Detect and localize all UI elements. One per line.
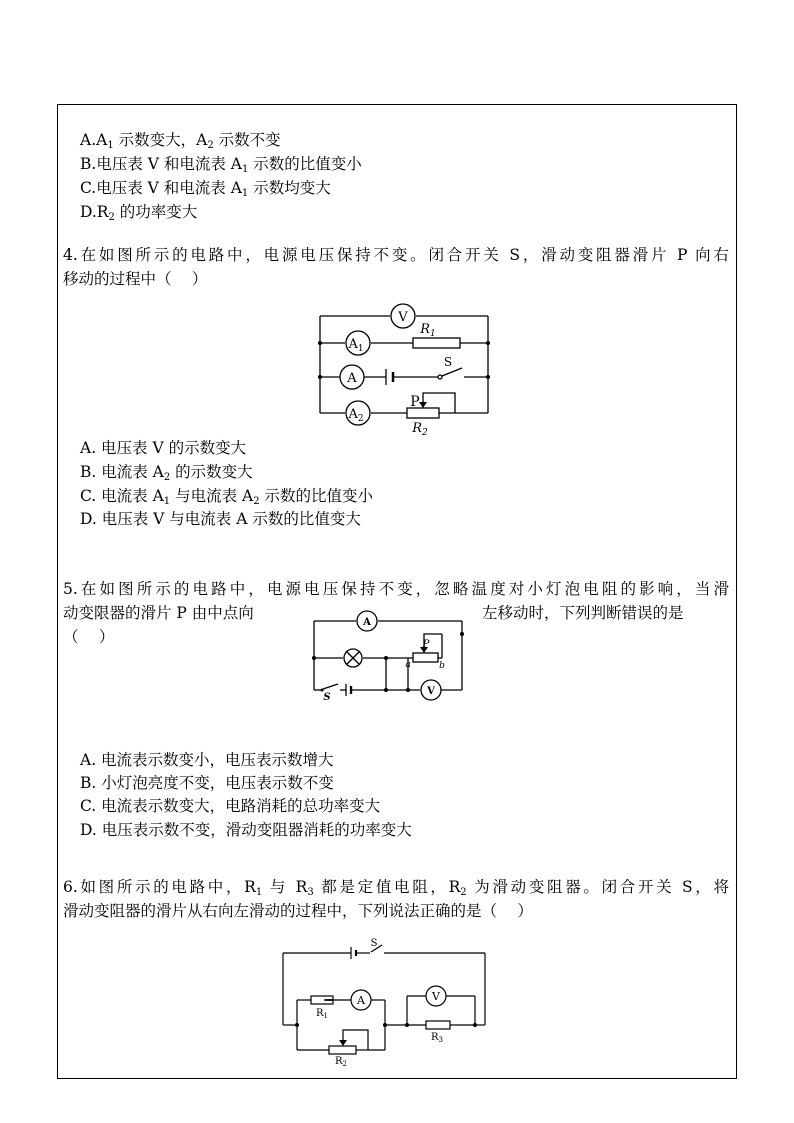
- q4-option-a: A. 电压表 V 的示数变大: [80, 439, 247, 457]
- q5-stem-line2-right: 左移动时，下列判断错误的是: [482, 604, 684, 622]
- q6-voltmeter-label: V: [432, 990, 440, 1003]
- q4-voltmeter-label: V: [398, 310, 408, 325]
- q6-r2-label: $R_2$: [335, 1056, 347, 1068]
- q6-r1-label: $R_1$: [316, 1008, 328, 1020]
- q4-resistor-r2-label: $R_2$: [412, 421, 428, 438]
- q3-option-c: C.电压表 V 和电流表 $A_1$ 示数均变大: [80, 179, 331, 199]
- q4-stem-line2: 移动的过程中（ ）: [63, 270, 208, 288]
- q6-switch-label: S: [370, 938, 378, 949]
- q4-ammeter-a1-label: $A_1$: [348, 337, 364, 354]
- q4-ammeter-a2-label: $A_2$: [348, 407, 364, 424]
- q5-option-c: C. 电流表示数变大，电路消耗的总功率变大: [80, 797, 381, 815]
- q6-stem-line2: 滑动变阻器的滑片从右向左滑动的过程中，下列说法正确的是（ ）: [63, 902, 533, 920]
- q6-r3-label: $R_3$: [431, 1032, 443, 1044]
- q5-end-b-label: b: [439, 661, 445, 671]
- q3-option-d: $D.R_2$ 的功率变大: [80, 203, 198, 223]
- q5-switch-label: S: [323, 692, 331, 703]
- q5-option-a: A. 电流表示数变小，电压表示数增大: [80, 751, 334, 769]
- q5-end-a-label: a: [405, 660, 411, 670]
- q4-ammeter-main-label: A: [347, 371, 357, 386]
- q6-ammeter-label: A: [357, 994, 365, 1007]
- q4-option-b: B. 电流表 $A_2$ 的示数变大: [80, 463, 253, 483]
- q5-stem-line1: 5.在如图所示的电路中，电源电压保持不变，忽略温度对小灯泡电阻的影响，当滑: [63, 580, 729, 598]
- q3-option-a: $A.A_1$ 示数变大，$A_2$ 示数不变: [80, 131, 281, 151]
- q6-stem-line1: 6.如图所示的电路中，$R_1$ 与 $R_3$ 都是定值电阻，$R_2$ 为滑动变阻器。闭合开关 S，将: [63, 878, 729, 898]
- q4-resistor-r1-label: $R_1$: [420, 322, 436, 339]
- q5-stem-line2-left: 动变限器的滑片 P 由中点向: [63, 604, 254, 622]
- q4-slider-label: P: [410, 394, 420, 410]
- q4-switch-label: S: [443, 355, 453, 369]
- q5-option-b: B. 小灯泡亮度不变，电压表示数不变: [80, 774, 334, 792]
- q4-stem-line1: 4.在如图所示的电路中，电源电压保持不变。闭合开关 S，滑动变阻器滑片 P 向右: [63, 246, 729, 264]
- q5-ammeter-label: A: [363, 617, 371, 628]
- q5-stem-line3: （ ）: [63, 628, 115, 646]
- q5-option-d: D. 电压表示数不变，滑动变阻器消耗的功率变大: [80, 821, 412, 839]
- q3-option-b: B.电压表 V 和电流表 $A_1$ 示数的比值变小: [80, 155, 362, 175]
- q4-option-c: C. 电流表 $A_1$ 与电流表 $A_2$ 示数的比值变小: [80, 487, 374, 507]
- q4-option-d: D. 电压表 V 与电流表 A 示数的比值变大: [80, 510, 361, 528]
- q5-voltmeter-label: V: [427, 686, 435, 697]
- q5-slider-label: P: [422, 639, 430, 650]
